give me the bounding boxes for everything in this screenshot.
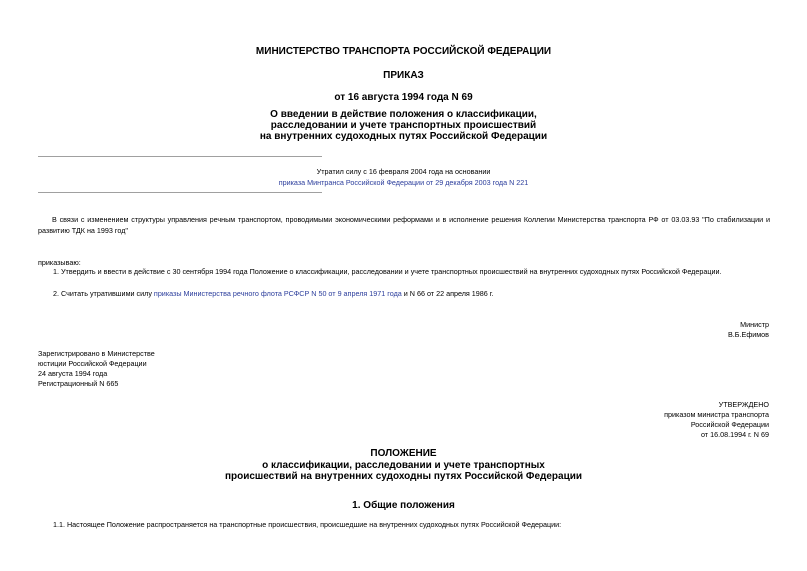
registration-line-3: 24 августа 1994 года: [38, 369, 108, 378]
clause-1-1: 1.1. Настоящее Положение распространяется на транспортные происшествия, происшедшие на внутренних судоходных путях Российской Федерации:: [53, 520, 562, 529]
repealed-orders-link[interactable]: приказы Министерства речного флота РСФСР N 50 от 9 апреля 1971 года: [153, 289, 402, 298]
registration-line-2: юстиции Российской Федерации: [38, 359, 147, 368]
approved-line-1: приказом министра транспорта: [664, 410, 769, 419]
order-word: приказываю:: [38, 258, 81, 267]
order-title-line-1: О введении в действие положения о классификации,: [270, 109, 537, 120]
section-1-title: 1. Общие положения: [352, 500, 455, 511]
regulation-subtitle-line-1: о классификации, расследовании и учете транспортных: [262, 460, 545, 471]
order-item-2: [53, 289, 494, 299]
order-title-line-2: расследовании и учете транспортных происшествий: [270, 120, 537, 131]
order-date-heading: от 16 августа 1994 года N 69: [334, 92, 473, 103]
registration-line-1: Зарегистрировано в Министерстве: [38, 349, 155, 358]
order-item-1: 1. Утвердить и ввести в действие с 30 сентября 1994 года Положение о классификации, расследовании и учете транспортных происшествий на внутренних судоходных путях Российской Федерации.: [53, 267, 722, 276]
order-item-2-prefix: 2. Считать утратившими силу: [53, 289, 154, 298]
repeal-note: Утратил силу с 16 февраля 2004 года на основании: [316, 167, 491, 176]
regulation-subtitle-line-2: происшествий на внутренних судоходны путях Российской Федерации: [224, 471, 583, 482]
signature-position: Министр: [740, 320, 769, 329]
order-type-heading: ПРИКАЗ: [383, 70, 424, 81]
ministry-heading: МИНИСТЕРСТВО ТРАНСПОРТА РОССИЙСКОЙ ФЕДЕРАЦИИ: [255, 46, 552, 57]
order-title-line-3: на внутренних судоходных путях Российской Федерации: [259, 131, 548, 142]
registration-line-4: Регистрационный N 665: [38, 379, 119, 388]
approved-line-2: Российской Федерации: [690, 420, 769, 429]
order-item-2-suffix: и N 66 от 22 апреля 1986 г.: [401, 289, 494, 298]
approved-line-3: от 16.08.1994 г. N 69: [700, 430, 769, 439]
signature-name: В.Б.Ефимов: [728, 330, 769, 339]
divider-top: [38, 156, 322, 157]
preamble-paragraph: В связи с изменением структуры управления речным транспортом, проводимыми экономическими реформами и в исполнение решения Коллегии Министерства транспорта РФ от 03.03.93 "По стабилизации и развитию ТДК на 1993 год": [38, 215, 770, 235]
approved-label: УТВЕРЖДЕНО: [718, 400, 769, 409]
repeal-order-link[interactable]: приказа Минтранса Российской Федерации от 29 декабря 2003 года N 221: [278, 178, 529, 187]
divider-bottom: [38, 192, 322, 193]
regulation-title: ПОЛОЖЕНИЕ: [370, 448, 437, 459]
